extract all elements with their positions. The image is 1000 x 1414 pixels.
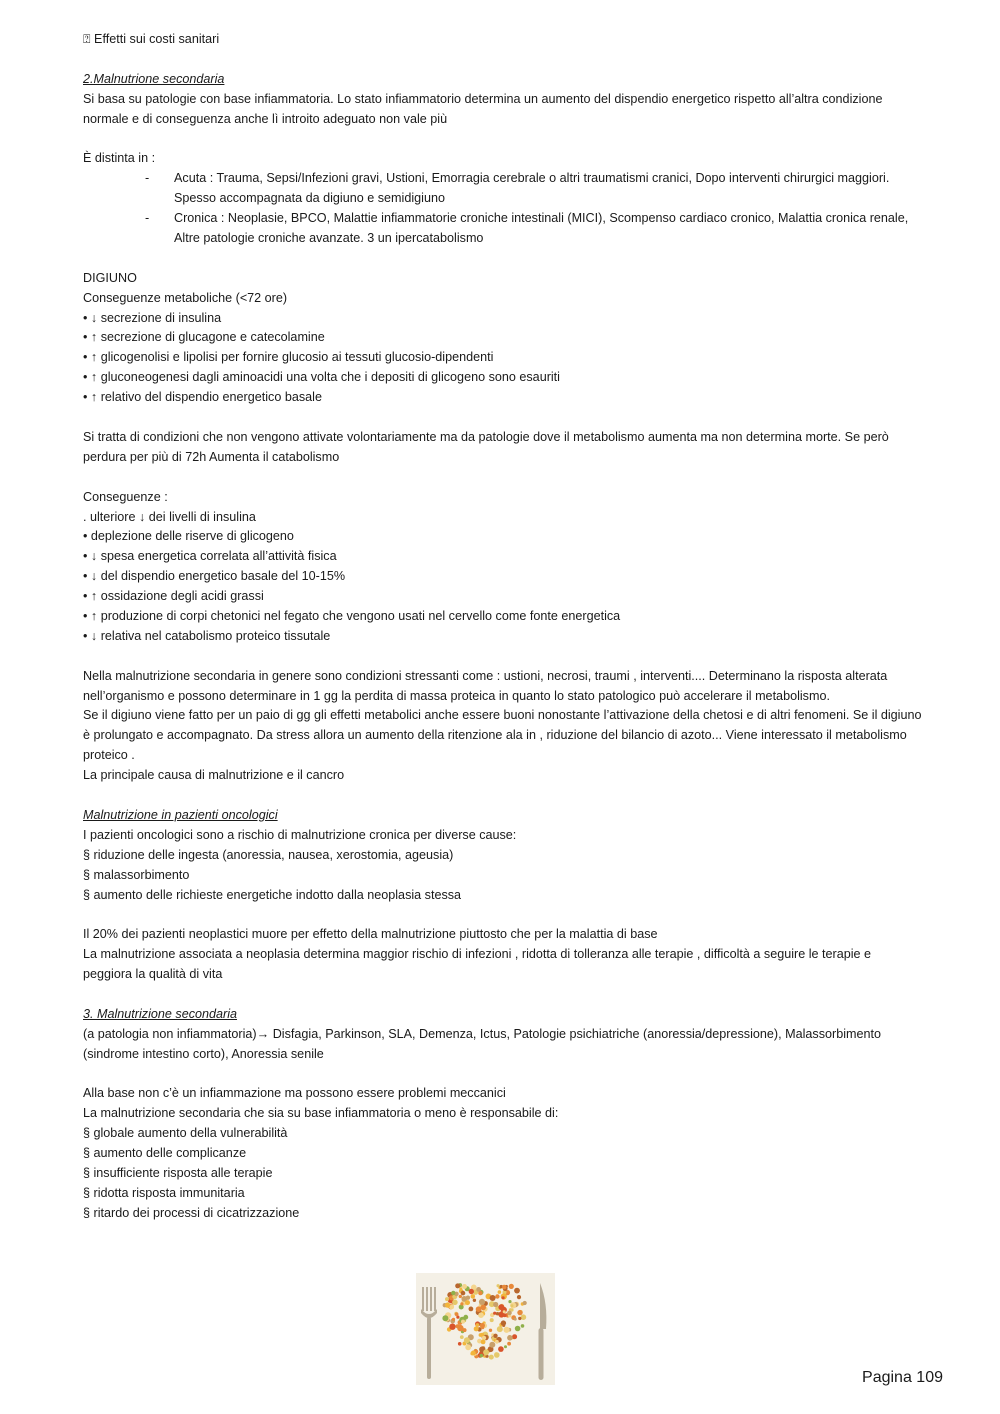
food-dot — [521, 1314, 527, 1320]
food-dot — [445, 1302, 450, 1307]
food-dot — [465, 1344, 471, 1350]
list-item: § globale aumento della vulnerabilità — [83, 1126, 288, 1141]
food-dot — [489, 1329, 492, 1332]
food-dot — [502, 1296, 505, 1299]
digiuno-subtitle: Conseguenze metaboliche (<72 ore) — [83, 290, 288, 305]
list-item: • ↓ del dispendio energetico basale del 10-15% — [83, 569, 346, 584]
food-dot — [489, 1342, 495, 1348]
onco-paragraph-2: La malnutrizione associata a neoplasia determina maggior rischio di infezioni , ridotta di tolleranza alle terapie , difficoltà a seguire le terapie e peggiora la qualità di vita — [83, 947, 872, 982]
food-dot — [495, 1340, 499, 1344]
list-item-acuta — [83, 169, 923, 209]
food-dot — [512, 1334, 517, 1339]
food-dot — [462, 1284, 467, 1289]
list-item: • ↓ relativa nel catabolismo proteico tissutale — [83, 628, 331, 643]
food-dot — [514, 1288, 520, 1294]
food-dot — [501, 1320, 506, 1325]
dash-marker: - — [145, 211, 150, 226]
food-dot — [458, 1342, 462, 1346]
food-dot — [471, 1294, 476, 1299]
food-dot — [457, 1325, 463, 1331]
section-3-paragraph-2: Alla base non c’è un infiammazione ma possono essere problemi meccanici — [83, 1086, 506, 1101]
food-dot — [523, 1301, 527, 1305]
food-dot — [455, 1283, 460, 1288]
food-dot — [471, 1351, 476, 1356]
food-dot — [480, 1305, 486, 1311]
list-item: • deplezione delle riserve di glicogeno — [83, 529, 294, 544]
food-dot — [497, 1284, 500, 1287]
food-dot — [478, 1312, 484, 1318]
list-item-text: Cronica : Neoplasie, BPCO, Malattie infiammatorie croniche intestinali (MICI), Scompenso cardiaco cronico, Malattia cronica renale, Altre patologie croniche avanzate. 3 un ipercatabolismo — [174, 211, 909, 245]
list-item: • ↓ secrezione di insulina — [83, 310, 222, 325]
food-dot — [480, 1354, 484, 1358]
food-dot — [474, 1326, 479, 1331]
food-dot — [515, 1326, 521, 1332]
food-dot — [461, 1320, 465, 1324]
food-dot — [517, 1310, 522, 1315]
onco-intro: I pazienti oncologici sono a rischio di malnutrizione cronica per diverse cause: — [83, 827, 517, 842]
food-dot — [503, 1313, 507, 1317]
section-2-paragraph: Si basa su patologie con base infiammatoria. Lo stato infiammatorio determina un aumento del dispendio energetico rispetto all’altra condizione normale e di conseguenza anche lì introito adeguato non vale più — [83, 91, 883, 126]
food-dot — [482, 1336, 486, 1340]
food-dot — [504, 1345, 507, 1348]
food-dot — [496, 1312, 499, 1315]
page-number: Pagina 109 — [862, 1369, 943, 1386]
food-dot — [498, 1346, 504, 1352]
food-dot — [464, 1337, 470, 1343]
list-item: • ↑ gluconeogenesi dagli aminoacidi una volta che i depositi di glicogeno sono esauriti — [83, 370, 560, 385]
list-item: § riduzione delle ingesta (anoressia, nausea, xerostomia, ageusia) — [83, 847, 454, 862]
food-dot — [476, 1323, 480, 1327]
food-dot — [490, 1295, 496, 1301]
food-heart-illustration — [416, 1273, 555, 1385]
list-item: • ↑ relativo del dispendio energetico basale — [83, 390, 322, 405]
food-dot — [469, 1307, 474, 1312]
food-dot — [461, 1291, 466, 1296]
food-dot — [508, 1300, 511, 1303]
food-dot — [507, 1342, 511, 1346]
onco-heading: Malnutrizione in pazienti oncologici — [83, 807, 278, 822]
list-item: § ridotta risposta immunitaria — [83, 1185, 245, 1200]
food-dot — [465, 1300, 470, 1305]
food-dot — [483, 1349, 489, 1355]
list-item: • ↓ spesa energetica correlata all’attività fisica — [83, 549, 337, 564]
food-dot — [498, 1304, 504, 1310]
food-dot — [504, 1327, 510, 1333]
list-item: . ulteriore ↓ dei livelli di insulina — [83, 509, 256, 524]
food-dot — [517, 1295, 521, 1299]
digiuno-title: DIGIUNO — [83, 270, 137, 285]
list-item: • ↑ ossidazione degli acidi grassi — [83, 589, 264, 604]
food-dot — [445, 1297, 449, 1301]
section-3-paragraph: (a patologia non infiammatoria)→ Disfagia, Parkinson, SLA, Demenza, Ictus, Patologie psichiatriche (anoressia/depressione), Malassorbimento (sindrome intestino corto), Anoressia senile — [83, 1026, 881, 1061]
food-dot — [455, 1312, 459, 1316]
list-item: § ritardo dei processi di cicatrizzazione — [83, 1205, 300, 1220]
food-dot — [514, 1318, 517, 1321]
list-item: • ↑ produzione di corpi chetonici nel fegato che vengono usati nel cervello come fonte energetica — [83, 608, 621, 623]
list-item-text: Acuta : Trauma, Sepsi/Infezioni gravi, Ustioni, Emorragia cerebrale o altri traumatismi cranici, Dopo interventi chirurgici maggiori. Spesso accompagnata da digiuno e semidigiuno — [174, 171, 890, 206]
list-item: § insufficiente risposta alle terapie — [83, 1166, 273, 1181]
list-item: § aumento delle richieste energetiche indotto dalla neoplasia stessa — [83, 887, 462, 902]
food-dot — [511, 1304, 514, 1307]
food-dot — [442, 1315, 448, 1321]
illustration-background — [416, 1273, 555, 1385]
food-dot — [451, 1291, 455, 1295]
distinta-label: È distinta in : — [83, 151, 156, 166]
digiuno-paragraph-2: Se il digiuno viene fatto per un paio di gg gli effetti metabolici anche essere buoni nonostante l’attivazione della chetosi e di altri fenomeni. Se il digiuno è prolungato e accompagnato. Da stress allora un aumento della ritenzione ala in , riduzione del bilancio di azoto... Viene interessato il metabolismo proteico . — [83, 708, 922, 763]
food-dot — [498, 1290, 502, 1294]
food-dot — [460, 1335, 464, 1339]
food-dot — [507, 1311, 512, 1316]
food-dot — [452, 1300, 458, 1306]
food-dot — [503, 1310, 506, 1313]
food-dot — [479, 1299, 485, 1305]
food-dot — [460, 1302, 463, 1305]
digiuno-paragraph: Si tratta di condizioni che non vengono attivate volontariamente ma da patologie dove il metabolismo aumenta ma non determina morte. Se però perdura per più di 72h Aumenta il catabolismo — [83, 429, 889, 464]
food-dot — [476, 1287, 481, 1292]
food-dot — [449, 1324, 455, 1330]
list-item: • ↑ glicogenolisi e lipolisi per fornire glucosio ai tessuti glucosio-dipendenti — [83, 350, 494, 365]
food-dot — [521, 1324, 525, 1328]
food-dot — [469, 1289, 474, 1294]
section-2-heading: 2.Malnutrione secondaria — [83, 71, 225, 86]
food-dot — [489, 1355, 494, 1360]
section-3-paragraph-3: La malnutrizione secondaria che sia su base infiammatoria o meno è responsabile di: — [83, 1106, 559, 1121]
list-item: § malassorbimento — [83, 867, 190, 882]
food-dot — [490, 1318, 494, 1322]
food-dot — [481, 1340, 486, 1345]
dash-marker: - — [145, 171, 150, 186]
food-dot — [493, 1312, 496, 1315]
conseguenze-title: Conseguenze : — [83, 489, 168, 504]
page-content — [83, 30, 923, 1224]
cancer-line: La principale causa di malnutrizione e il cancro — [83, 768, 345, 783]
food-dot — [509, 1284, 514, 1289]
list-item: • ↑ secrezione di glucagone e catecolamine — [83, 330, 325, 345]
list-item: § aumento delle complicanze — [83, 1146, 247, 1161]
food-dot — [493, 1334, 497, 1338]
food-dot — [518, 1317, 521, 1320]
list-item-cronica — [83, 209, 923, 249]
food-dot — [497, 1326, 503, 1332]
food-dot — [493, 1302, 498, 1307]
food-dot — [495, 1294, 499, 1298]
food-dot — [481, 1326, 484, 1329]
stress-paragraph: Nella malnutrizione secondaria in genere sono condizioni stressanti come : ustioni, necrosi, traumi , interventi.... Determinano la risposta alterata nell’organismo e possono determinare in 1 gg la perdita di massa proteica in quanto lo stato patologico può accelerare il metabolismo. — [83, 668, 888, 703]
onco-paragraph-1: Il 20% dei pazienti neoplastici muore per effetto della malnutrizione piuttosto che per la malattia di base — [83, 927, 658, 942]
food-dot — [507, 1335, 513, 1341]
intro-line: ⍰ Effetti sui costi sanitari — [83, 32, 220, 46]
food-dot — [452, 1318, 455, 1321]
section-3-heading: 3. Malnutrizione secondaria — [83, 1006, 238, 1021]
food-dot — [473, 1299, 476, 1302]
food-dot — [459, 1287, 462, 1290]
food-dot — [459, 1295, 462, 1298]
food-dot — [494, 1352, 500, 1358]
food-dot — [502, 1285, 507, 1290]
